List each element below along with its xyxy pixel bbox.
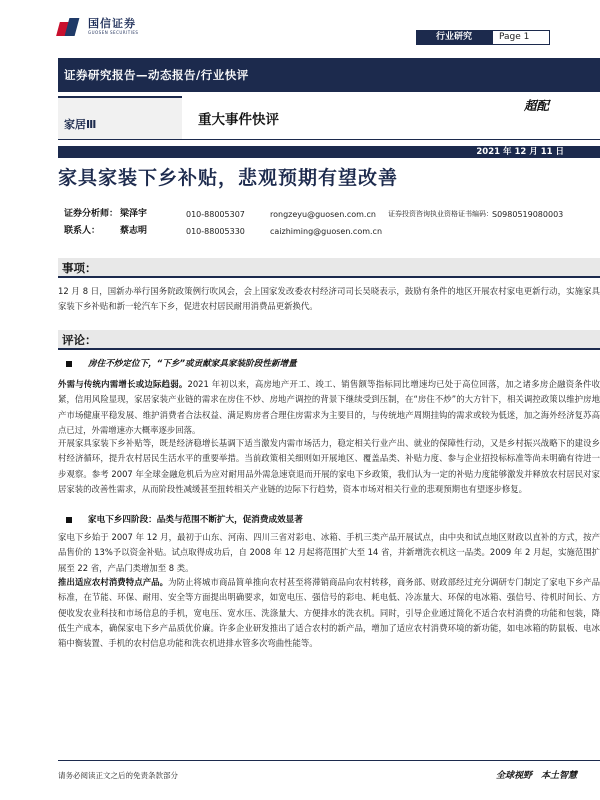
report-type-tag: 行业研究 [416,30,492,45]
bullet-heading-2-text: 家电下乡四阶段：品类与范围不断扩大，促消费成效显著 [88,515,303,525]
analyst-cert-number: S0980519080003 [492,210,564,219]
report-category-banner: 证券研究报告—动态报告/行业快评 [58,58,600,92]
date-bar [58,146,600,158]
bullet-heading-1-text: 房住不炒定位下，“下乡”或贡献家具家装阶段性新增量 [88,359,297,369]
report-date: 2021 年 12 月 11 日 [476,147,564,157]
analyst-row [58,208,600,225]
paragraph-1-lead: 外需与传统内需增长或边际趋弱。 [58,379,188,389]
footer-disclaimer[interactable]: 请务必阅读正文之后的免责条款部分 [58,771,178,780]
paragraph-3: 家电下乡始于 2007 年 12 月，最初于山东、河南、四川三省对彩电、冰箱、手机三类产品开展试点，由中央和试点地区财政以直补的方式，按产品售价的 13%予以资金补贴。试点取得成功后，自 2008 年 12 月起将范围扩大至 14 省，并新增洗衣机这一品类。2009 年 2 月起，实施范围扩展至 22 省，产品门类增加至 8 类。 [58,532,600,573]
event-title: 重大事件快评 [198,112,279,128]
page-title: 家具家装下乡补贴，悲观预期有望改善 [58,167,399,189]
analyst-label: 证券分析师： [64,209,119,219]
analyst-name: 梁泽宇 [120,209,148,219]
bullet-heading-2 [66,513,303,527]
logo-name-cn: 国信证券 [88,17,136,30]
analyst-block [58,208,600,242]
contact-email[interactable]: caizhiming@guosen.com.cn [270,227,383,236]
contact-row [58,225,600,242]
bullet-square-icon [66,361,72,367]
paragraph-2: 开展家具家装下乡补贴等，既是经济稳增长基调下适当激发内需市场活力，稳定相关行业产出、就业的保障性行动，又是乡村振兴战略下的建设乡村经济循环，提升农村居民生活水平的重要举措。当前政策相关细则如开展地区、覆盖品类、补贴力度、参与企业招投标标准等尚未明确有待进一步观察。参考 2007 年全球金融危机后为应对耐用品外需急速衰退而开展的家电下乡政策，我们认为一定的补贴力度能够激发并释放农村居民对家居家装的改善性需求，从而阶段性减缓甚至扭转相关产业链的边际下行趋势，资本市场对相关行业的悲观预期也有望逐步修复。 [58,438,600,494]
bullet-heading-1 [66,357,297,371]
logo-mark-icon [58,16,84,38]
logo-name-en: GUOSEN SECURITIES [88,30,139,35]
header-tags [416,30,550,45]
event-paragraph: 12 月 8 日，国新办举行国务院政策例行吹风会，会上国家发改委农村经济司司长吴晓表示，鼓励有条件的地区开展农村家电更新行动，实施家具家装下乡补贴和新一轮汽车下乡，促进农村居民耐用消费品更新换代。 [58,286,600,312]
paragraph-1 [58,377,600,438]
bullet-square-icon [66,517,72,523]
page-number: Page 1 [492,30,550,45]
footer-slogan: 全球视野 本土智慧 [496,771,578,781]
footer-divider [58,760,600,761]
contact-name: 蔡志明 [120,226,148,236]
section-events-header: 事项： [58,258,600,278]
analyst-phone: 010-88005307 [186,210,245,219]
report-meta-row [58,96,600,140]
section-comments-header: 评论： [58,330,600,350]
rating-label: 超配 [524,98,550,113]
sector-label: 家居Ⅲ [58,96,182,140]
meta-divider [182,139,600,140]
contact-label: 联系人： [64,226,101,236]
company-logo [58,14,138,40]
paragraph-4-lead: 推出适应农村消费特点产品。 [58,577,169,587]
analyst-cert-label: 证券投资咨询执业资格证书编码： [388,210,493,218]
contact-phone: 010-88005330 [186,227,245,236]
paragraph-1-body: 2021 年初以来，高房地产开工、竣工、销售额等指标同比增速均已处于高位回落，加之诸多房企融资条件收紧，信用风险显现，家居家装产业链的需求在房住不炒、房地产调控的背景下继续受到压制，在“房住不炒”的大方针下，相关调控政策以维护房地产市场健康平稳发展、维护消费者合法权益、满足购房者合理住房需求为主要目的，与传统地产周期挂钩的需求或较为低迷，加之海外经济复苏高点已过，外需增速亦大概率逐步回落。 [58,379,600,435]
paragraph-4-body: 为防止将城市商品简单推向农村甚至将滞销商品向农村转移，商务部、财政部经过充分调研专门制定了家电下乡产品标准，在节能、环保、耐用、安全等方面提出明确要求，如宽电压、强信号的彩电、耗电低、冷冻量大、环保的电冰箱、强信号、待机时间长、方便收发农业科技和市场信息的手机，宽电压、宽水压、洗涤量大、方便排水的洗衣机。同时，引导企业通过简化不适合农村消费的功能和包装，降低生产成本，确保家电下乡产品质优价廉。许多企业研发推出了适合农村的新产品，增加了适应农村消费环境的新功能，如电冰箱的防鼠板、电冰箱中衡装置、手机的农村信息功能和洗衣机进排水管多次弯曲性能等。 [58,577,600,649]
analyst-email[interactable]: rongzeyu@guosen.com.cn [270,210,376,219]
paragraph-4 [58,575,600,651]
